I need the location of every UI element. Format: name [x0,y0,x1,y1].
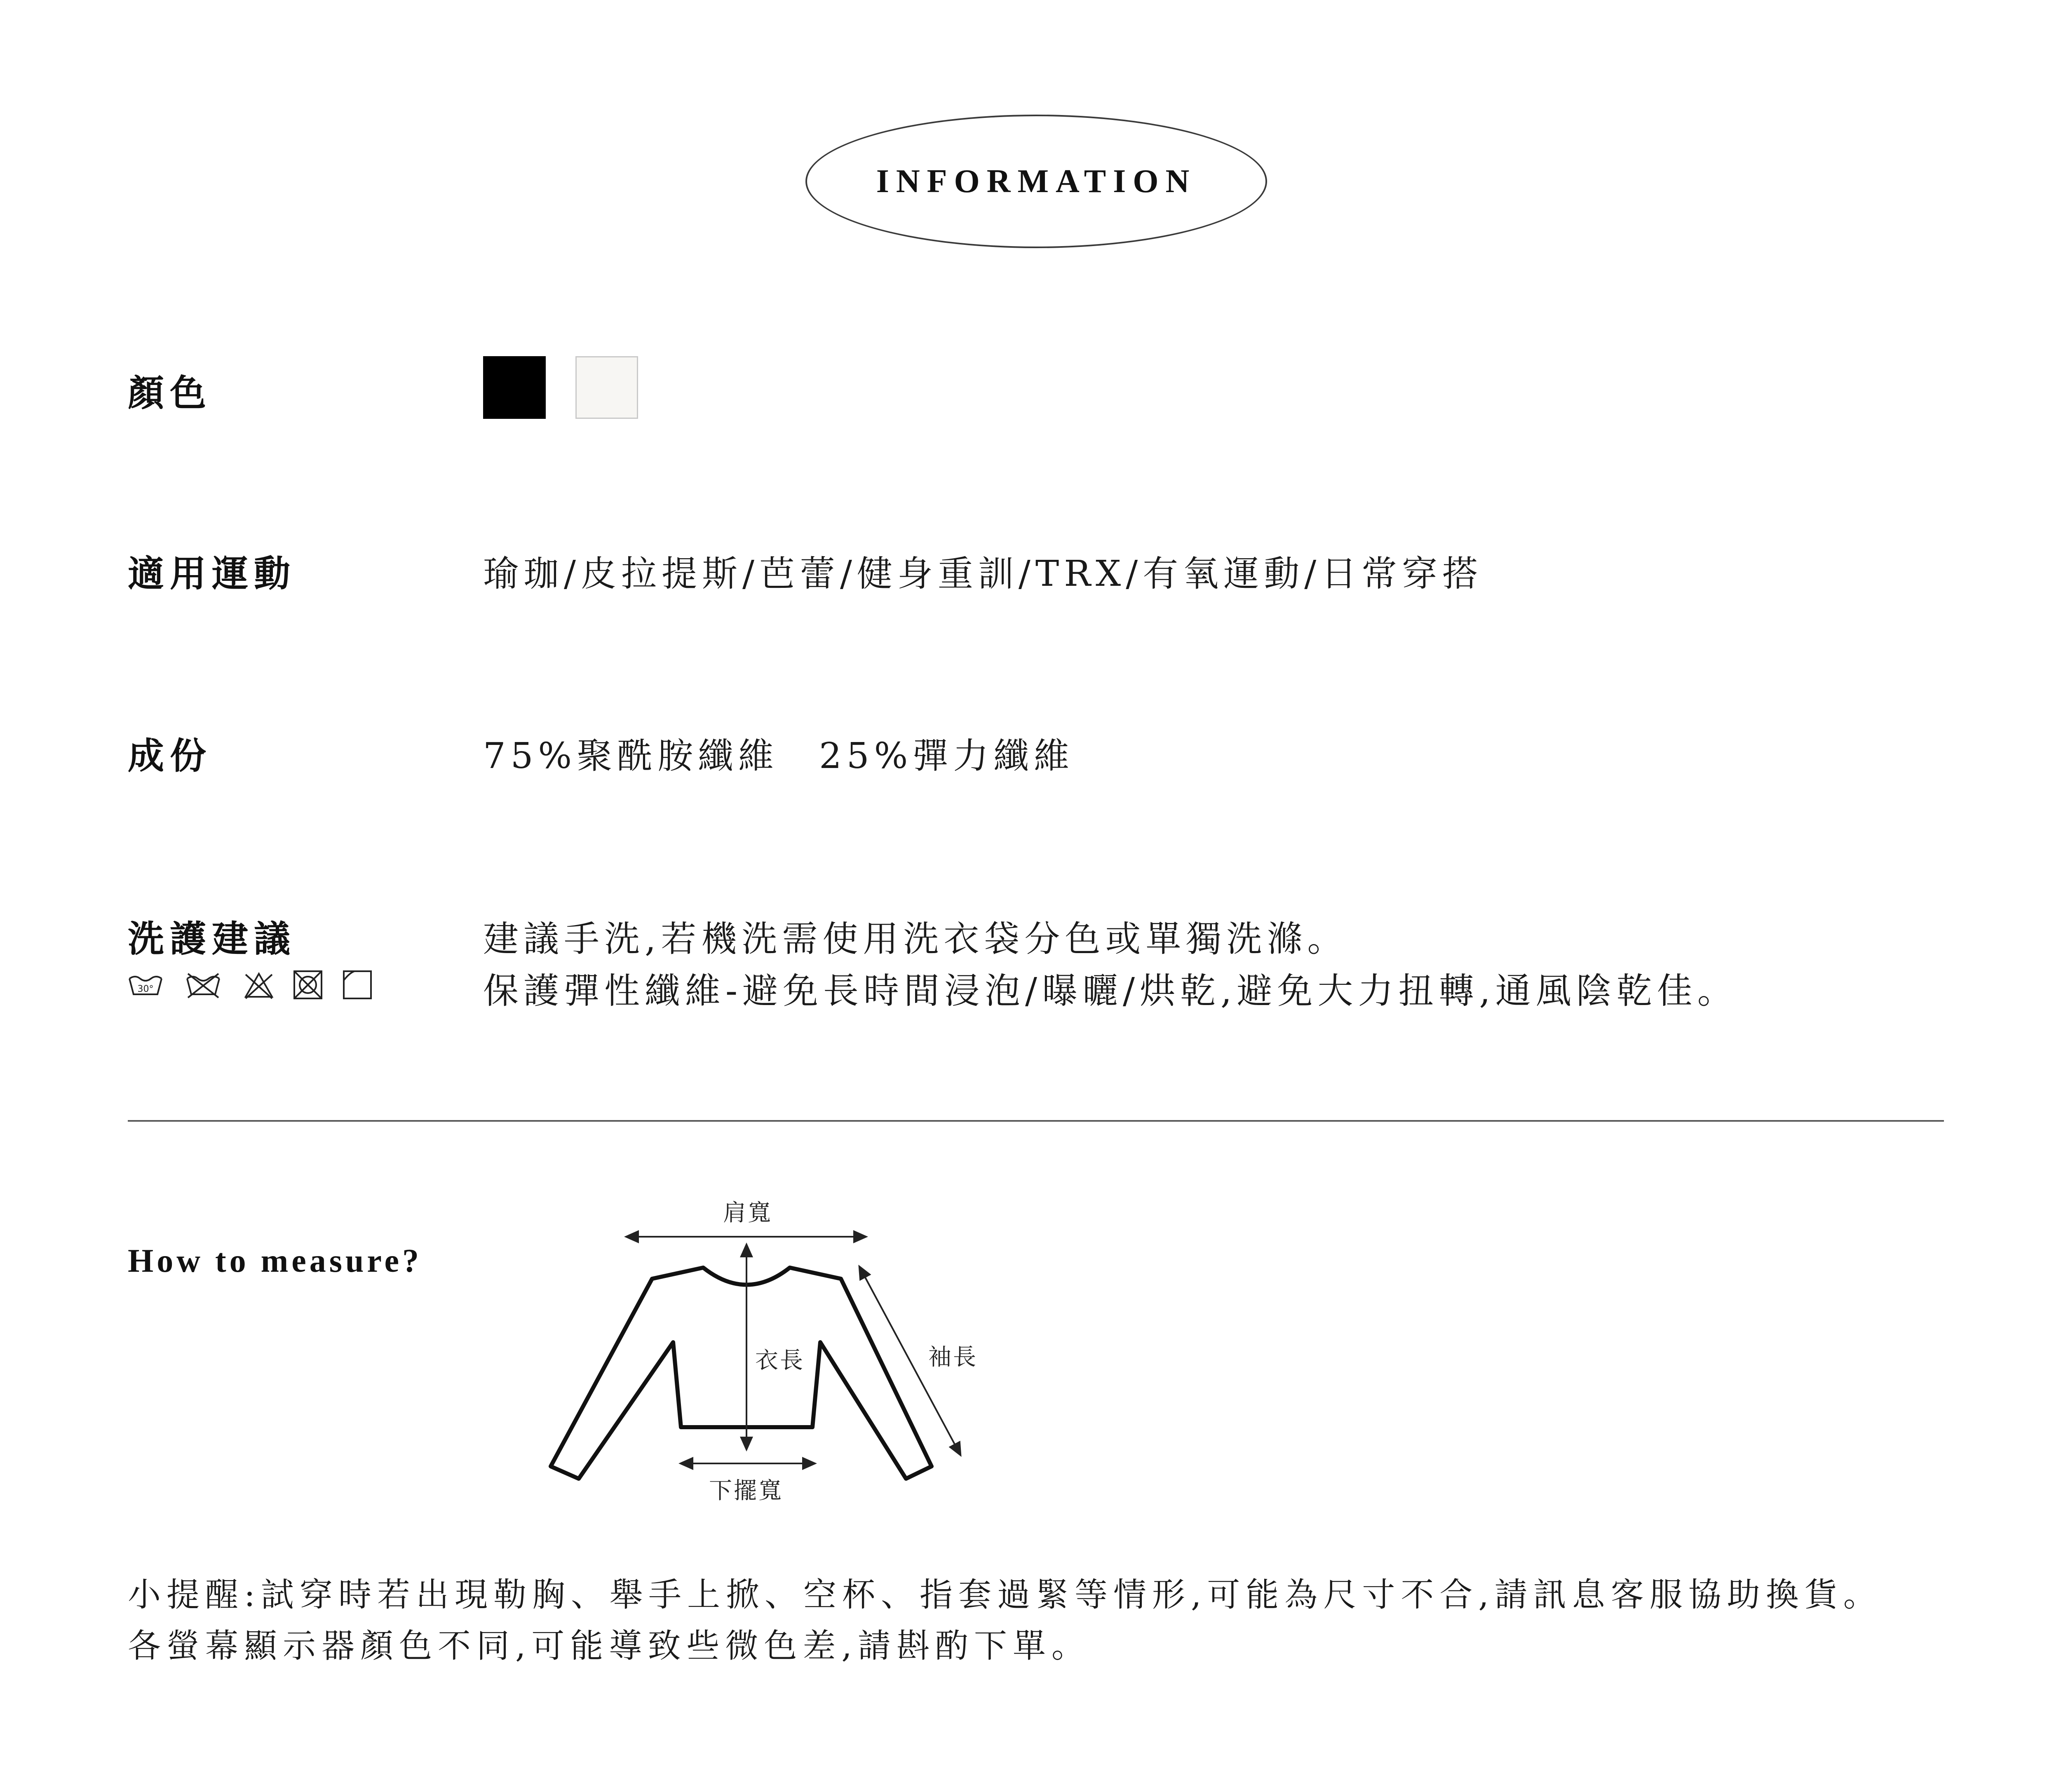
hand-wash-30-icon [129,977,162,994]
measure-diagram [536,1179,1014,1542]
page-title: INFORMATION [876,163,1197,200]
note-line-1: 小提醒:試穿時若出現勒胸、舉手上掀、空杯、指套過緊等情形,可能為尺寸不合,請訊息客服協助換貨。 [128,1576,1882,1614]
color-swatch-white[interactable] [575,356,638,419]
material-label: 成份 [128,734,212,777]
shirt-outline [551,1268,932,1479]
no-tumble-dry-icon [294,971,322,998]
dry-flat-icon [344,971,371,998]
note-line-2: 各螢幕顯示器顏色不同,可能導致些微色差,請斟酌下單。 [128,1627,1090,1665]
hem-label: 下擺寬 [709,1477,783,1504]
care-line-1: 建議手洗,若機洗需使用洗衣袋分色或單獨洗滌。 [483,918,1348,960]
color-swatch-black[interactable] [483,356,546,419]
header-oval [805,115,1267,248]
sports-value: 瑜珈/皮拉提斯/芭蕾/健身重訓/TRX/有氧運動/日常穿搭 [483,553,1483,594]
shoulder-label: 肩寬 [723,1200,772,1226]
material-value: 75%聚酰胺纖維 25%彈力纖維 [483,735,1075,777]
care-label: 洗護建議 [128,917,296,960]
no-bleach-icon [187,974,219,998]
care-line-2: 保護彈性纖維-避免長時間浸泡/曝曬/烘乾,避免大力扭轉,通風陰乾佳。 [483,970,1738,1012]
sleeve-label: 袖長 [928,1344,978,1371]
no-iron-icon [246,974,272,998]
sports-label: 適用運動 [128,552,296,595]
svg-text:30°: 30° [137,984,154,994]
length-label: 衣長 [755,1347,805,1374]
color-label: 顏色 [128,371,212,414]
how-to-measure-title: How to measure? [128,1243,422,1279]
care-icons [128,970,375,1001]
section-divider [128,1120,1944,1122]
